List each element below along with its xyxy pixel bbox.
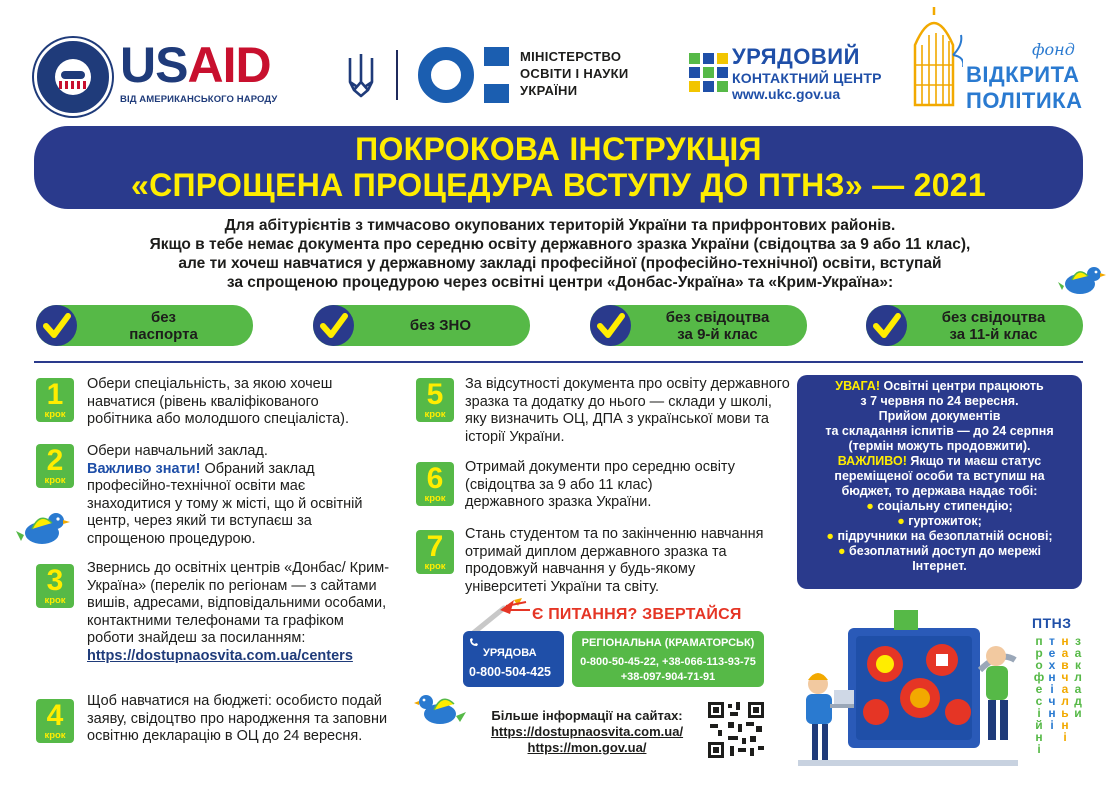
title-banner [34,126,1083,209]
step-3-number: 3 крок [36,564,74,608]
workshop-illustration [790,600,1030,780]
badge-no-passport: без паспорта [36,305,253,346]
logo-divider [396,50,398,100]
qr-code-icon[interactable] [706,700,766,760]
logo-row [0,0,1117,125]
step-5-text: За відсутності документа про освіту державного зразка та додатку до нього — склади у школі, яку визначить ОЦ, ДПА з української мови та історії України. [465,376,790,445]
phone-icon [469,637,479,647]
usaid-logo: USAID [120,37,271,93]
step-6-text: Отримай документи про середню освіту (свідоцтва за 9 або 11 клас) державного зразка України. [465,459,735,510]
badge-no-certificate-9: без свідоцтва за 9-й клас [590,305,807,346]
ptnz-col3: н а в ч а л ь н і [1061,634,1069,744]
ukc-url: www.ukc.gov.ua [732,86,841,102]
mon-logo-text: МІНІСТЕРСТВО ОСВІТИ І НАУКИ УКРАЇНИ [520,49,629,98]
ovp-fond-label: фонд [1032,40,1075,59]
badge-no-certificate-11: без свідоцтва за 11-й клас [866,305,1083,346]
bird-icon [414,688,466,732]
intro-text: Для абітурієнтів з тимчасово окупованих територій України та прифронтових районів. Якщо в тебе немає документа про середню освіту державного зразка України (свідоцтва за 9 або 11 клас), але ти хочеш навчатися у державному закладі професійної (професійно-технічної) освіти, вступай за спрощеною процедурою через освітні центри «Донбас-Україна» та «Крим-Україна»: [149,217,971,291]
ptnz-title: ПТНЗ [1032,615,1072,631]
ukc-cubes-icon [688,52,732,96]
check-icon [36,305,77,346]
bird-icon [16,505,70,551]
step-7-text: Стань студентом та по закінченню навчання отримай диплом державного зразка та продовжуй навчання у будь-якому університеті України та світу. [465,526,764,595]
ptnz-col4: з а к л а д и [1074,634,1082,720]
step-4-text: Щоб навчатися на бюджеті: особисто подай заяву, свідоцтво про народження та заповни освітню декларацію в ОЦ до 24 вересня. [87,693,388,744]
badge-no-zno: без ЗНО [313,305,530,346]
bird-icon [1058,260,1106,300]
usaid-seal-icon [34,38,112,116]
ukraine-trident-icon [346,52,376,98]
site-link-dostupnaosvita[interactable]: https://dostupnaosvita.com.ua/ [490,724,684,739]
ptnz-word-2 [1045,635,1059,731]
step-3-text: Звернись до освітніх центрів «Донбас/ Крим-Україна» (перелік по регіонам — з сайтами вишів, адресами, відповідальними особами, контактними телефонами та графіком роботи знайдеш за посиланням: https://dostupnaosvita.com.ua/centers [87,560,390,664]
ptnz-word-4 [1071,635,1085,719]
step-7-number: 7 крок [416,530,454,574]
step-5-number: 5 крок [416,378,454,422]
important-note: Важливо знати! [87,460,201,477]
gov-phone[interactable]: 0-800-504-425 [469,665,552,679]
more-info: Більше інформації на сайтах: https://dostupnaosvita.com.ua/ https://mon.gov.ua/ [470,708,704,756]
ptnz-col1: п р о ф е с і й н і [1033,634,1045,756]
ovp-title-line1: ВІДКРИТА [966,62,1080,87]
attention-box: УВАГА! Освітні центри працюють з 7 червня по 24 вересня. Прийом документів та складання іспитів — до 24 серпня (термін можуть продовжити). ВАЖЛИВО! Якщо ти маєш статус переміщеної особи та вступиш на бюджет, то держава надає тобі: ● соціальну стипендію; ● гуртожиток; ● підручники на безоплатній основі; ● безоплатний доступ до мережі Інтернет. [797,375,1082,589]
usaid-subtitle: ВІД АМЕРИКАНСЬКОГО НАРОДУ [120,94,278,105]
step-1-number: 1 крок [36,378,74,422]
check-icon [590,305,631,346]
ukc-title: УРЯДОВИЙ [732,44,860,69]
mon-logo-circle-icon [418,47,474,103]
ptnz-col2: т е х н і ч н і [1048,634,1056,732]
step-2-text: Обери навчальний заклад. Важливо знати! Обраний заклад професійно-технічної освіти має знаходитися у тому ж місті, що й освітній центр, через який ти вступаєш за спрощеною процедурою. [87,443,363,547]
regional-hotline-box[interactable]: РЕГІОНАЛЬНА (КРАМАТОРСЬК) 0-800-50-45-22, +38-066-113-93-75 +38-097-904-71-91 [572,631,764,687]
mon-logo-bar-icon [484,47,509,66]
site-link-mon[interactable]: https://mon.gov.ua/ [527,740,647,755]
step-6-number: 6 крок [416,462,454,506]
ukc-subtitle: КОНТАКТНИЙ ЦЕНТР [732,70,882,86]
bullet-icon: ● [897,514,905,528]
bullet-icon: ● [866,499,874,513]
regional-phone-2[interactable]: +38-097-904-71-91 [620,671,716,683]
ptnz-word-1 [1032,635,1046,755]
regional-phone-1[interactable]: 0-800-50-45-22, +38-066-113-93-75 [580,656,756,668]
mon-logo-bar-icon [484,84,509,103]
ovp-title-line2: ПОЛІТИКА [966,88,1083,113]
page-subtitle: «СПРОЩЕНА ПРОЦЕДУРА ВСТУПУ ДО ПТНЗ» — 2021 [130,167,987,203]
birdcage-icon [905,5,963,113]
step-4-number: 4 крок [36,699,74,743]
step-1-text: Обери спеціальність, за якою хочеш навчатися (рівень кваліфікованого робітника або молодшого спеціаліста). [87,376,350,427]
questions-title: Є ПИТАННЯ? ЗВЕРТАЙСЯ [532,606,742,623]
bullet-icon: ● [826,529,834,543]
gov-hotline-box[interactable]: УРЯДОВА 0-800-504-425 [463,631,564,687]
step-2-number: 2 крок [36,444,74,488]
ptnz-word-3 [1058,635,1072,743]
page-title: ПОКРОКОВА ІНСТРУКЦІЯ [355,131,762,167]
section-divider [34,361,1083,363]
check-icon [866,305,907,346]
centers-link[interactable]: https://dostupnaosvita.com.ua/centers [87,647,353,664]
bullet-icon: ● [838,544,846,558]
check-icon [313,305,354,346]
